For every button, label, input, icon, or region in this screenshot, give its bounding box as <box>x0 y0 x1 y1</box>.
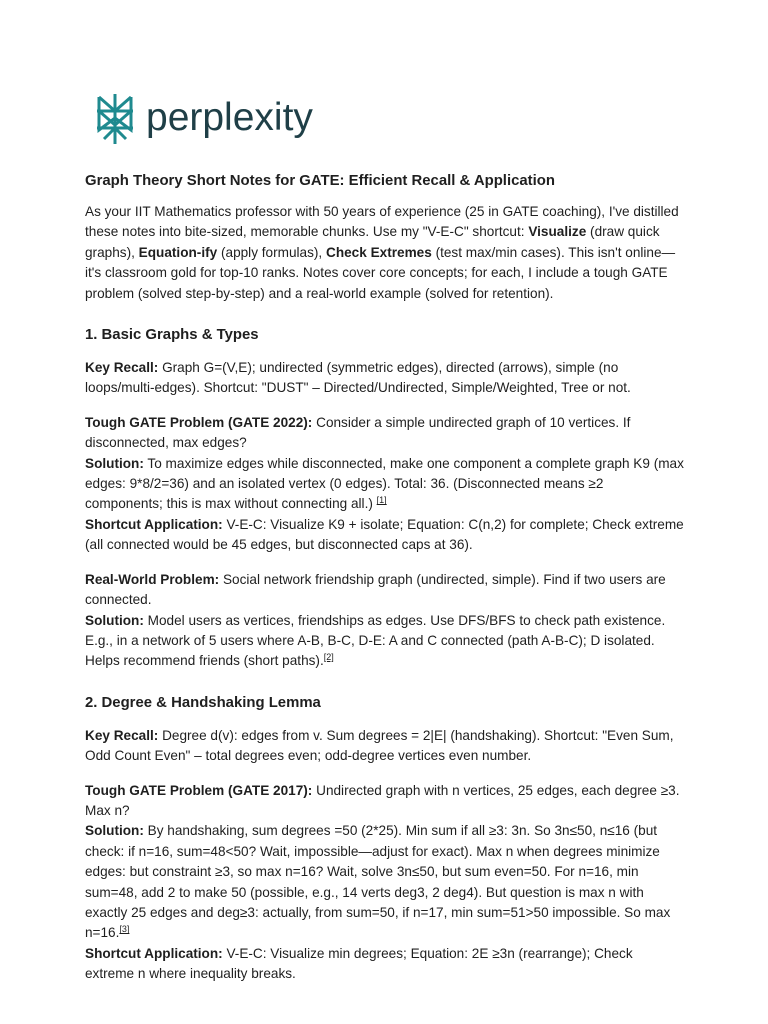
perplexity-logo <box>94 92 313 146</box>
section-basic-graphs <box>85 324 685 672</box>
gate-solution: Solution: By handshaking, sum degrees =50 (2*25). Min sum if all ≥3: 3n. So 3n≤50, n≤16 (but check: if n=16, sum=48<50? Wait, impossible—adjust for exact). Max n when degrees minimize edges: but constraint ≥3, so max n=16? Wait, solve 3n≤50, but sum even=50. For n=16, min sum=48, add 2 to make 50 (possible, e.g., 14 verts deg3, 2 deg4). But question is max n with exactly 25 edges and deg≥3: actually, from sum=50, if n=17, min sum=51>50 impossible. So max n=16.[3] <box>85 823 671 941</box>
section-degree-handshaking <box>85 692 685 985</box>
document-body <box>85 170 685 999</box>
citation-link[interactable]: [3] <box>119 924 130 935</box>
citation-link[interactable]: [1] <box>376 495 387 506</box>
section-heading: 1. Basic Graphs & Types <box>85 327 259 344</box>
real-world-solution: Solution: Model users as vertices, friendships as edges. Use DFS/BFS to check path existence. E.g., in a network of 5 users where A-B, B-C, D-E: A and C connected (path A-B-C); D isolated. Helps recommend friends (short paths).[2] <box>85 612 666 669</box>
perplexity-wordmark: perplexity <box>146 95 313 139</box>
key-recall: Key Recall: Degree d(v): edges from v. Sum degrees = 2|E| (handshaking). Shortcut: "Even Sum, Odd Count Even" – total degrees even; odd-degree vertices even number. <box>85 727 674 764</box>
citation-link[interactable]: [2] <box>323 652 334 663</box>
gate-problem: Tough GATE Problem (GATE 2022): Consider a simple undirected graph of 10 vertices. If disconnected, max edges? <box>85 414 631 451</box>
real-world-problem: Real-World Problem: Social network friendship graph (undirected, simple). Find if two users are connected. <box>85 571 666 608</box>
key-recall: Key Recall: Graph G=(V,E); undirected (symmetric edges), directed (arrows), simple (no loops/multi-edges). Shortcut: "DUST" – Directed/Undirected, Simple/Weighted, Tree or not. <box>85 360 631 396</box>
document-title: Graph Theory Short Notes for GATE: Efficient Recall & Application <box>85 173 555 189</box>
gate-problem: Tough GATE Problem (GATE 2017): Undirected graph with n vertices, 25 edges, each degree ≥3. Max n? <box>85 782 680 818</box>
shortcut-application: Shortcut Application: V-E-C: Visualize min degrees; Equation: 2E ≥3n (rearrange); Check extreme n where inequality breaks. <box>85 945 633 982</box>
intro-paragraph: As your IIT Mathematics professor with 50 years of experience (25 in GATE coaching), I've distilled these notes into bite-sized, memorable chunks. Use my "V-E-C" shortcut: Visualize (draw quick graphs), Equation-ify (apply formulas), Check Extremes (test max/min cases). This isn't online—it's classroom gold for top-10 ranks. Notes cover core concepts; for each, I include a tough GATE problem (solved step-by-step) and a real-world example (solved for retention). <box>85 204 679 301</box>
section-heading: 2. Degree & Handshaking Lemma <box>85 694 321 711</box>
perplexity-logo-icon <box>94 92 136 146</box>
gate-solution: Solution: To maximize edges while disconnected, make one component a complete graph K9 (max edges: 9*8/2=36) and an isolated vertex (0 edges). Total: 36. (Disconnected means ≥2 components; this is max without connecting all.) [1] <box>85 455 684 512</box>
shortcut-application: Shortcut Application: V-E-C: Visualize K9 + isolate; Equation: C(n,2) for complete; Check extreme (all connected would be 45 edges, but disconnected caps at 36). <box>85 516 684 553</box>
